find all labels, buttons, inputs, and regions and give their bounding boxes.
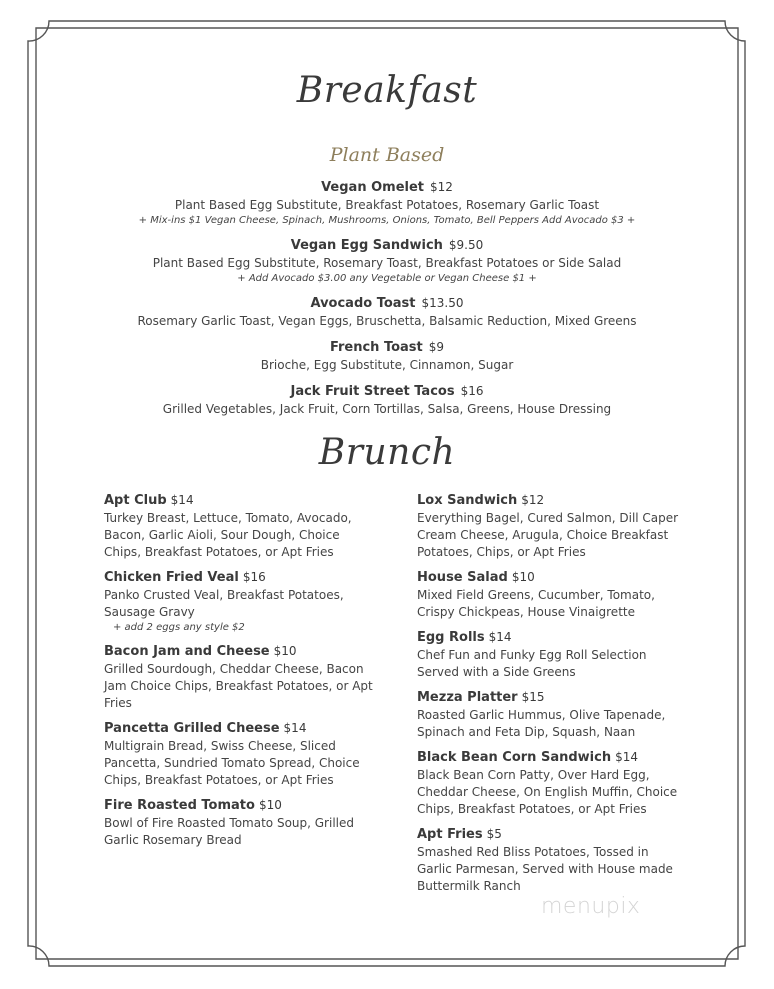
item-description: Plant Based Egg Substitute, Breakfast Potatoes, Rosemary Garlic Toast	[174, 198, 600, 212]
item-price: $5	[486, 827, 502, 841]
item-description: Grilled Vegetables, Jack Fruit, Corn Tortillas, Salsa, Greens, House Dressing	[162, 402, 612, 416]
item-price: $14	[283, 721, 307, 735]
item-name: Vegan Omelet	[321, 180, 425, 195]
item-price: $12	[430, 180, 453, 194]
brunch-left-column	[104, 489, 374, 854]
item-description: Panko Crusted Veal, Breakfast Potatoes, Sausage Gravy	[104, 588, 344, 619]
item-description: Multigrain Bread, Swiss Cheese, Sliced Pancetta, Sundried Tomato Spread, Choice Chips, Breakfast Potatoes, or Apt Fries	[104, 739, 360, 787]
item-description: Grilled Sourdough, Cheddar Cheese, Bacon Jam Choice Chips, Breakfast Potatoes, or Apt Fries	[104, 662, 373, 710]
item-price: $9.50	[448, 238, 484, 252]
item-name: Black Bean Corn Sandwich	[417, 750, 612, 765]
menu-item	[417, 626, 687, 681]
item-description: Smashed Red Bliss Potatoes, Tossed in Garlic Parmesan, Served with House made Buttermilk Ranch	[417, 845, 673, 893]
item-price: $10	[258, 798, 282, 812]
item-name: Avocado Toast	[310, 296, 416, 311]
item-name: Pancetta Grilled Cheese	[104, 721, 280, 736]
brunch-right-column	[417, 489, 687, 900]
item-price: $14	[615, 750, 638, 764]
breakfast-heading: Breakfast	[296, 70, 478, 111]
item-name: Vegan Egg Sandwich	[290, 238, 443, 253]
item-note: + add 2 eggs any style $2	[113, 622, 245, 633]
item-name: Chicken Fried Veal	[104, 570, 239, 585]
item-name: Lox Sandwich	[417, 493, 518, 508]
item-name: Egg Rolls	[417, 630, 485, 645]
item-price: $12	[521, 493, 545, 507]
item-description: Roasted Garlic Hummus, Olive Tapenade, Spinach and Feta Dip, Squash, Naan	[417, 708, 666, 739]
item-name: Apt Fries	[417, 827, 483, 842]
item-name: Jack Fruit Street Tacos	[290, 384, 455, 399]
menu-item	[104, 489, 374, 561]
item-name: Bacon Jam and Cheese	[104, 644, 270, 659]
item-price: $14	[170, 493, 194, 507]
menupix-watermark: menupix	[541, 894, 641, 919]
item-description: Black Bean Corn Patty, Over Hard Egg, Cheddar Cheese, On English Muffin, Choice Chips, Breakfast Potatoes, or Apt Fries	[417, 768, 678, 816]
item-description: Chef Fun and Funky Egg Roll Selection Served with a Side Greens	[417, 648, 647, 679]
menu-item	[104, 717, 374, 789]
item-description: Rosemary Garlic Toast, Vegan Eggs, Bruschetta, Balsamic Reduction, Mixed Greens	[137, 314, 637, 328]
menu-item	[417, 489, 687, 561]
menu-item	[100, 234, 674, 286]
item-price: $14	[488, 630, 512, 644]
plant-based-subheading: Plant Based	[329, 144, 445, 166]
item-description: Turkey Breast, Lettuce, Tomato, Avocado, Bacon, Garlic Aioli, Sour Dough, Choice Chips, Breakfast Potatoes, or Apt Fries	[104, 511, 352, 559]
menu-item	[100, 380, 674, 418]
menu-item	[104, 566, 374, 635]
item-description: Everything Bagel, Cured Salmon, Dill Caper Cream Cheese, Arugula, Choice Breakfast Potatoes, Chips, or Apt Fries	[417, 511, 679, 559]
menu-item	[417, 566, 687, 621]
menu-item	[100, 336, 674, 374]
item-description: Brioche, Egg Substitute, Cinnamon, Sugar	[260, 358, 514, 372]
brunch-heading: Brunch	[318, 432, 456, 473]
item-name: Mezza Platter	[417, 690, 518, 705]
menu-item	[417, 823, 687, 895]
item-price: $15	[521, 690, 545, 704]
item-price: $13.50	[421, 296, 464, 310]
menu-item	[104, 794, 374, 849]
item-description: Mixed Field Greens, Cucumber, Tomato, Crispy Chickpeas, House Vinaigrette	[417, 588, 655, 619]
menu-item	[100, 292, 674, 330]
item-description: Bowl of Fire Roasted Tomato Soup, Grilled Garlic Rosemary Bread	[104, 816, 354, 847]
breakfast-menu-list	[100, 176, 674, 424]
menu-item	[417, 686, 687, 741]
menu-item	[104, 640, 374, 712]
item-name: Fire Roasted Tomato	[104, 798, 255, 813]
item-name: House Salad	[417, 570, 508, 585]
item-price: $16	[460, 384, 484, 398]
item-price: $9	[428, 340, 445, 354]
item-name: French Toast	[329, 340, 423, 355]
menu-item	[417, 746, 687, 818]
item-note: + Add Avocado $3.00 any Vegetable or Vegan Cheese $1 +	[237, 273, 537, 284]
item-name: Apt Club	[104, 493, 167, 508]
item-price: $10	[511, 570, 535, 584]
item-note: + Mix-ins $1 Vegan Cheese, Spinach, Mushrooms, Onions, Tomato, Bell Peppers Add Avocado $3 +	[138, 215, 636, 226]
item-description: Plant Based Egg Substitute, Rosemary Toast, Breakfast Potatoes or Side Salad	[152, 256, 622, 270]
item-price: $16	[242, 570, 266, 584]
item-price: $10	[273, 644, 297, 658]
menu-item	[100, 176, 674, 228]
